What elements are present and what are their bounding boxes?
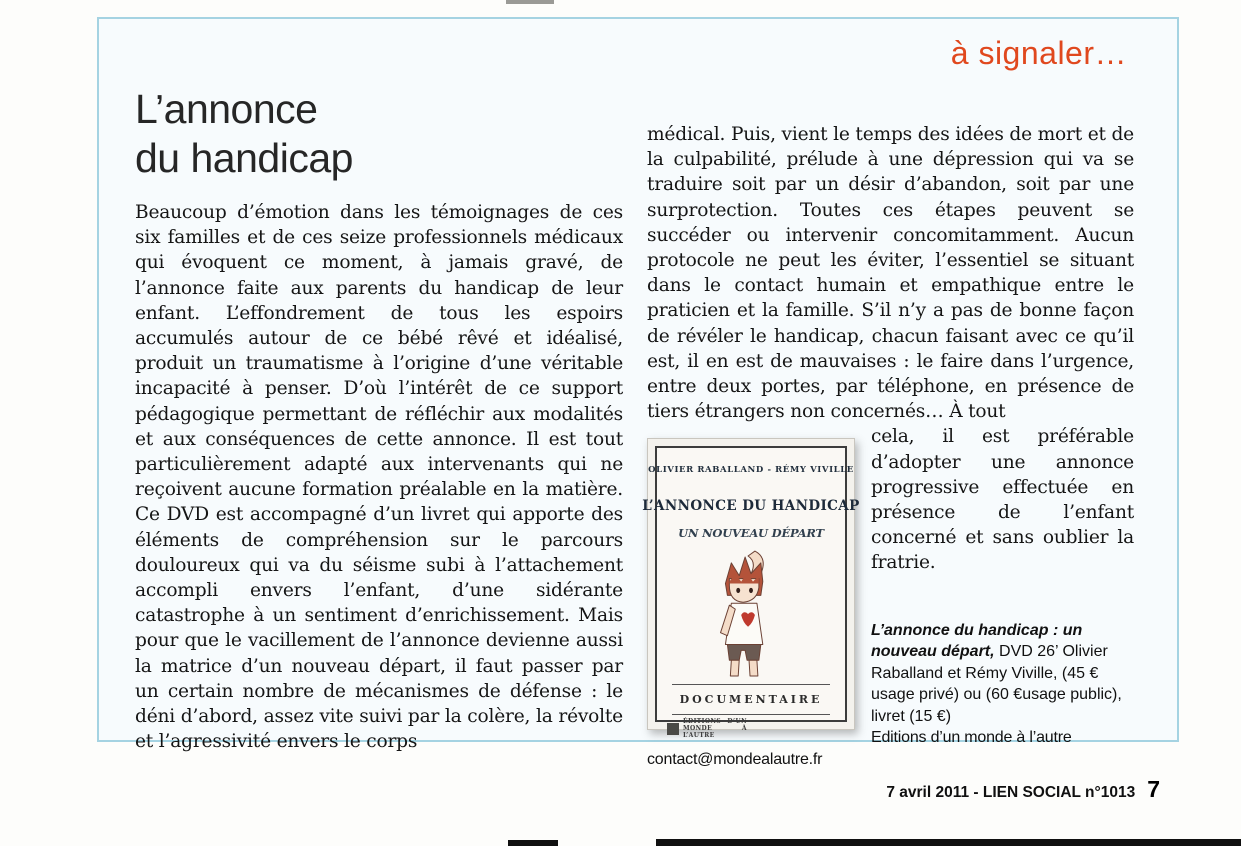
page-number: 7 — [1147, 776, 1160, 802]
article-left-column: Beaucoup d’émotion dans les témoignages de ces six familles et de ces seize professionnels médicaux qui évoquent ce moment, à jamais gravé, de l’annonce faite aux parents du handicap de leur enfant. L’effondrement de tous les espoirs accumulés autour de ce bébé rêvé et idéalisé, produit un traumatisme à l’origine d’une véritable incapacité à penser. D’où l’intérêt de ce support pédagogique permettant de réfléchir aux modalités et aux conséquences de cette annonce. Il est tout particulièrement adapté aux intervenants qui ne reçoivent aucune formation préalable en la matière. Ce DVD est accompagné d’un livret qui apporte des éléments de compréhension sur le parcours douloureux qui va du séisme subi à l’attachement accompli envers l’enfant, d’une sidérante catastrophe à un sentiment d’enrichissement. Mais pour que le vacillement de l’annonce devienne aussi la matrice d’un nouveau départ, il faut passer par un certain nombre de mécanismes de défense : le déni d’abord, assez vite suivi par la colère, la révolte et l’agressivité envers le corps — [135, 202, 623, 753]
publisher-logo-icon — [667, 723, 679, 735]
scan-artifact — [506, 0, 554, 4]
dvd-cover-authors: OLIVIER RABALLAND - RÉMY VIVILLE — [648, 465, 854, 476]
dvd-cover-subtitle: UN NOUVEAU DÉPART — [678, 525, 824, 540]
footer-issue — [886, 784, 1135, 802]
dvd-cover-title: L’ANNONCE DU HANDICAP — [642, 497, 860, 514]
footer-magazine: LIEN SOCIAL n°1013 — [982, 784, 1136, 801]
caption-contact: contact@mondealautre.fr — [647, 750, 823, 768]
page-title-line2: du handicap — [135, 135, 353, 181]
scan-artifact — [508, 840, 558, 846]
caption-publisher: Editions d’un monde à l’autre — [871, 729, 1072, 747]
dvd-cover-inner — [642, 446, 860, 740]
article-right-text-wrap: cela, il est préférable d’adopter une annonce progressive effectuée en présence de l’enfant concerné et sans oublier la fratrie. — [871, 426, 1134, 574]
article-right-text-top: médical. Puis, vient le temps des idées de mort et de la culpabilité, prélude à une dépression qui va se traduire soit par un désir d’abandon, soit par une surprotection. Toutes ces étapes peuvent se succéder ou intervenir concomitamment. Aucun protocole ne peut les éviter, l’essentiel se situant dans le contact humain et empathique entre le praticien et la famille. S’il n’y a pas de bonne façon de révéler le handicap, chacun faisant avec ce qu’il est, il en est de mauvaises : le faire dans l’urgence, entre deux portes, par téléphone, en présence de tiers étrangers non concernés… À tout — [647, 124, 1134, 423]
caption-title: L’annonce du handicap : un nouveau départ, — [871, 621, 1083, 661]
section-label: à signaler… — [950, 35, 1127, 71]
page-title-line1: L’annonce — [135, 86, 318, 132]
scan-artifact — [656, 839, 1241, 846]
dvd-cover-publisher-block — [667, 718, 747, 739]
dvd-cover-illustration — [692, 546, 810, 684]
article-right-column — [642, 122, 1134, 770]
footer-date: 7 avril 2011 - — [886, 784, 983, 801]
page-footer — [886, 776, 1160, 803]
dvd-cover — [642, 438, 860, 740]
page-title — [135, 85, 353, 183]
dvd-cover-genre: DOCUMENTAIRE — [672, 684, 831, 715]
caption-details: DVD 26’ Olivier Raballand et Rémy Viville, (45 € usage privé) ou (60 €usage public), livret (15 €) — [871, 643, 1122, 725]
page-frame — [97, 17, 1179, 768]
dvd-cover-publisher: ÉDITIONS D’UN MONDE À L’AUTRE — [683, 718, 747, 740]
